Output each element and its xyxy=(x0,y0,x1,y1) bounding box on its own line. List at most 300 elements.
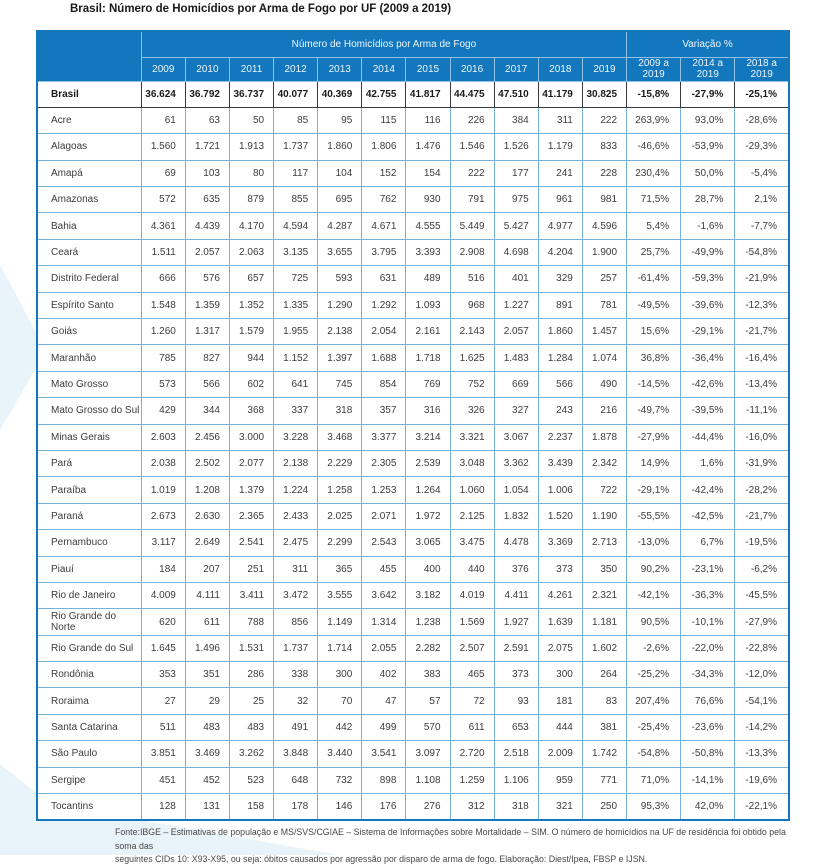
variation-value-cell: 50,0% xyxy=(681,160,735,186)
table-row xyxy=(37,530,789,556)
homicide-value-cell: 1.639 xyxy=(538,609,582,635)
homicide-value-cell: 3.369 xyxy=(538,530,582,556)
homicide-value-cell: 276 xyxy=(406,794,450,820)
table-row xyxy=(37,450,789,476)
homicide-value-cell: 4.111 xyxy=(185,582,229,608)
variation-value-cell: -12,3% xyxy=(735,292,789,318)
year-column-header: 2014 xyxy=(362,57,406,81)
homicide-value-cell: 312 xyxy=(450,794,494,820)
homicide-value-cell: 1.476 xyxy=(406,134,450,160)
variation-value-cell: -46,6% xyxy=(627,134,681,160)
variation-value-cell: 2,1% xyxy=(735,187,789,213)
table-row xyxy=(37,187,789,213)
homicide-value-cell: 573 xyxy=(141,371,185,397)
uf-name-cell: Acre xyxy=(37,107,141,133)
homicide-value-cell: 4.411 xyxy=(494,582,538,608)
homicide-value-cell: 771 xyxy=(582,767,626,793)
uf-name-cell: Distrito Federal xyxy=(37,266,141,292)
homicide-value-cell: 1.108 xyxy=(406,767,450,793)
homicide-value-cell: 47 xyxy=(362,688,406,714)
homicide-value-cell: 827 xyxy=(185,345,229,371)
uf-name-cell: Rondônia xyxy=(37,662,141,688)
variation-value-cell: -29,3% xyxy=(735,134,789,160)
variation-value-cell: -28,2% xyxy=(735,477,789,503)
homicide-value-cell: 61 xyxy=(141,107,185,133)
table-row xyxy=(37,635,789,661)
homicide-value-cell: 1.335 xyxy=(274,292,318,318)
variation-value-cell: 42,0% xyxy=(681,794,735,820)
variation-value-cell: -13,4% xyxy=(735,371,789,397)
homicide-value-cell: 725 xyxy=(274,266,318,292)
homicide-value-cell: 243 xyxy=(538,398,582,424)
homicide-value-cell: 959 xyxy=(538,767,582,793)
homicide-value-cell: 2.054 xyxy=(362,319,406,345)
homicide-value-cell: 2.282 xyxy=(406,635,450,661)
uf-name-cell: Amazonas xyxy=(37,187,141,213)
homicide-value-cell: 657 xyxy=(229,266,273,292)
homicide-value-cell: 300 xyxy=(538,662,582,688)
homicide-value-cell: 57 xyxy=(406,688,450,714)
homicide-value-cell: 384 xyxy=(494,107,538,133)
homicide-value-cell: 128 xyxy=(141,794,185,820)
homicide-value-cell: 178 xyxy=(274,794,318,820)
homicide-value-cell: 4.009 xyxy=(141,582,185,608)
homicide-value-cell: 1.457 xyxy=(582,319,626,345)
homicide-value-cell: 93 xyxy=(494,688,538,714)
table-row xyxy=(37,767,789,793)
homicide-value-cell: 769 xyxy=(406,371,450,397)
homicide-value-cell: 1.560 xyxy=(141,134,185,160)
homicide-value-cell: 83 xyxy=(582,688,626,714)
homicide-value-cell: 1.253 xyxy=(362,477,406,503)
homicide-value-cell: 337 xyxy=(274,398,318,424)
variation-value-cell: 76,6% xyxy=(681,688,735,714)
homicide-value-cell: 653 xyxy=(494,714,538,740)
variation-value-cell: -49,7% xyxy=(627,398,681,424)
homicide-value-cell: 3.475 xyxy=(450,530,494,556)
homicide-value-cell: 1.721 xyxy=(185,134,229,160)
homicide-value-cell: 152 xyxy=(362,160,406,186)
uf-name-cell: Pernambuco xyxy=(37,530,141,556)
homicide-value-cell: 2.543 xyxy=(362,530,406,556)
homicide-value-cell: 3.851 xyxy=(141,741,185,767)
homicide-value-cell: 762 xyxy=(362,187,406,213)
homicide-value-cell: 27 xyxy=(141,688,185,714)
variation-value-cell: 90,2% xyxy=(627,556,681,582)
homicide-value-cell: 4.555 xyxy=(406,213,450,239)
variation-value-cell: 15,6% xyxy=(627,319,681,345)
homicide-value-cell: 516 xyxy=(450,266,494,292)
homicide-value-cell: 2.673 xyxy=(141,503,185,529)
homicide-value-cell: 327 xyxy=(494,398,538,424)
variation-value-cell: -1,6% xyxy=(681,213,735,239)
homicide-value-cell: 177 xyxy=(494,160,538,186)
variation-value-cell: -27,9% xyxy=(681,81,735,107)
uf-name-cell: Brasil xyxy=(37,81,141,107)
homicide-value-cell: 1.806 xyxy=(362,134,406,160)
homicide-value-cell: 207 xyxy=(185,556,229,582)
homicide-value-cell: 376 xyxy=(494,556,538,582)
uf-name-cell: Sergipe xyxy=(37,767,141,793)
homicide-value-cell: 4.261 xyxy=(538,582,582,608)
table-row xyxy=(37,239,789,265)
homicide-value-cell: 1.900 xyxy=(582,239,626,265)
homicide-value-cell: 1.913 xyxy=(229,134,273,160)
year-column-header: 2018 xyxy=(538,57,582,81)
variation-value-cell: 1,6% xyxy=(681,450,735,476)
homicide-value-cell: 2.075 xyxy=(538,635,582,661)
homicide-value-cell: 2.063 xyxy=(229,239,273,265)
homicide-value-cell: 2.518 xyxy=(494,741,538,767)
variation-value-cell: 28,7% xyxy=(681,187,735,213)
variation-value-cell: -14,2% xyxy=(735,714,789,740)
homicide-value-cell: 566 xyxy=(538,371,582,397)
variation-value-cell: -22,8% xyxy=(735,635,789,661)
year-column-header: 2010 xyxy=(185,57,229,81)
homicide-value-cell: 635 xyxy=(185,187,229,213)
homicide-value-cell: 357 xyxy=(362,398,406,424)
variation-value-cell: -44,4% xyxy=(681,424,735,450)
homicide-value-cell: 36.792 xyxy=(185,81,229,107)
homicide-value-cell: 2.138 xyxy=(274,450,318,476)
homicide-value-cell: 981 xyxy=(582,187,626,213)
homicide-value-cell: 3.642 xyxy=(362,582,406,608)
table-row xyxy=(37,266,789,292)
variation-value-cell: -50,8% xyxy=(681,741,735,767)
homicide-value-cell: 2.630 xyxy=(185,503,229,529)
homicide-value-cell: 611 xyxy=(450,714,494,740)
variation-value-cell: -54,8% xyxy=(735,239,789,265)
homicide-value-cell: 1.548 xyxy=(141,292,185,318)
homicide-value-cell: 3.848 xyxy=(274,741,318,767)
homicide-value-cell: 1.645 xyxy=(141,635,185,661)
homicide-value-cell: 4.698 xyxy=(494,239,538,265)
homicide-value-cell: 2.649 xyxy=(185,530,229,556)
homicide-value-cell: 523 xyxy=(229,767,273,793)
homicide-value-cell: 593 xyxy=(318,266,362,292)
uf-name-cell: Alagoas xyxy=(37,134,141,160)
homicide-value-cell: 2.433 xyxy=(274,503,318,529)
table-row xyxy=(37,292,789,318)
variation-value-cell: -16,0% xyxy=(735,424,789,450)
homicide-value-cell: 3.182 xyxy=(406,582,450,608)
homicide-value-cell: 1.496 xyxy=(185,635,229,661)
homicide-value-cell: 788 xyxy=(229,609,273,635)
homicide-value-cell: 3.440 xyxy=(318,741,362,767)
variation-value-cell: -22,0% xyxy=(681,635,735,661)
variation-value-cell: -39,6% xyxy=(681,292,735,318)
homicide-value-cell: 1.093 xyxy=(406,292,450,318)
variation-value-cell: -27,9% xyxy=(735,609,789,635)
homicide-value-cell: 3.541 xyxy=(362,741,406,767)
homicide-value-cell: 879 xyxy=(229,187,273,213)
homicide-value-cell: 373 xyxy=(538,556,582,582)
variation-value-cell: 263,9% xyxy=(627,107,681,133)
homicide-value-cell: 32 xyxy=(274,688,318,714)
variation-value-cell: -27,9% xyxy=(627,424,681,450)
homicide-value-cell: 216 xyxy=(582,398,626,424)
group-header-homicides: Número de Homicídios por Arma de Fogo xyxy=(141,31,626,57)
homicide-value-cell: 1.190 xyxy=(582,503,626,529)
homicide-value-cell: 620 xyxy=(141,609,185,635)
homicide-value-cell: 47.510 xyxy=(494,81,538,107)
homicide-value-cell: 2.057 xyxy=(494,319,538,345)
variation-value-cell: 6,7% xyxy=(681,530,735,556)
homicide-value-cell: 3.555 xyxy=(318,582,362,608)
homicide-value-cell: 2.009 xyxy=(538,741,582,767)
homicide-value-cell: 669 xyxy=(494,371,538,397)
homicide-value-cell: 4.361 xyxy=(141,213,185,239)
homicide-value-cell: 1.179 xyxy=(538,134,582,160)
homicide-value-cell: 2.502 xyxy=(185,450,229,476)
variation-value-cell: -39,5% xyxy=(681,398,735,424)
homicide-value-cell: 63 xyxy=(185,107,229,133)
uf-name-cell: Mato Grosso xyxy=(37,371,141,397)
homicide-value-cell: 3.135 xyxy=(274,239,318,265)
homicide-value-cell: 1.520 xyxy=(538,503,582,529)
homicide-value-cell: 3.393 xyxy=(406,239,450,265)
homicide-value-cell: 383 xyxy=(406,662,450,688)
homicide-value-cell: 1.314 xyxy=(362,609,406,635)
homicide-value-cell: 1.152 xyxy=(274,345,318,371)
variation-value-cell: -10,1% xyxy=(681,609,735,635)
variation-value-cell: -2,6% xyxy=(627,635,681,661)
homicide-value-cell: 1.352 xyxy=(229,292,273,318)
table-row xyxy=(37,477,789,503)
homicide-value-cell: 1.955 xyxy=(274,319,318,345)
uf-name-cell: Amapá xyxy=(37,160,141,186)
homicide-value-cell: 2.299 xyxy=(318,530,362,556)
table-row xyxy=(37,503,789,529)
homicide-value-cell: 2.077 xyxy=(229,450,273,476)
variation-value-cell: -21,7% xyxy=(735,503,789,529)
variation-value-cell: -31,9% xyxy=(735,450,789,476)
homicide-value-cell: 329 xyxy=(538,266,582,292)
homicide-value-cell: 452 xyxy=(185,767,229,793)
homicide-value-cell: 576 xyxy=(185,266,229,292)
variation-value-cell: -13,3% xyxy=(735,741,789,767)
year-column-header: 2016 xyxy=(450,57,494,81)
homicide-value-cell: 3.067 xyxy=(494,424,538,450)
homicide-value-cell: 1.317 xyxy=(185,319,229,345)
homicide-value-cell: 1.546 xyxy=(450,134,494,160)
variation-value-cell: -5,4% xyxy=(735,160,789,186)
uf-name-cell: Paraíba xyxy=(37,477,141,503)
variation-value-cell: -19,5% xyxy=(735,530,789,556)
table-row xyxy=(37,398,789,424)
homicide-value-cell: 752 xyxy=(450,371,494,397)
source-note-line2: seguintes CIDs 10: X93-X95, ou seja: óbitos causados por agressão por disparo de arma de fogo. Elaboração: Diest/Ipea, FBSP e IJSN. xyxy=(115,854,648,865)
homicide-value-cell: 442 xyxy=(318,714,362,740)
homicide-value-cell: 944 xyxy=(229,345,273,371)
year-column-header: 2017 xyxy=(494,57,538,81)
homicide-value-cell: 2.321 xyxy=(582,582,626,608)
uf-name-cell: Rio de Janeiro xyxy=(37,582,141,608)
homicide-value-cell: 44.475 xyxy=(450,81,494,107)
homicide-value-cell: 745 xyxy=(318,371,362,397)
uf-name-cell: Rio Grande do Sul xyxy=(37,635,141,661)
homicide-value-cell: 321 xyxy=(538,794,582,820)
homicide-value-cell: 1.927 xyxy=(494,609,538,635)
homicide-value-cell: 440 xyxy=(450,556,494,582)
variation-value-cell: 71,5% xyxy=(627,187,681,213)
homicide-value-cell: 80 xyxy=(229,160,273,186)
homicide-value-cell: 1.054 xyxy=(494,477,538,503)
homicide-value-cell: 1.359 xyxy=(185,292,229,318)
homicide-value-cell: 3.411 xyxy=(229,582,273,608)
variation-value-cell: -61,4% xyxy=(627,266,681,292)
variation-value-cell: -36,4% xyxy=(681,345,735,371)
variation-value-cell: -13,0% xyxy=(627,530,681,556)
homicide-value-cell: 1.602 xyxy=(582,635,626,661)
table-row xyxy=(37,160,789,186)
table-row xyxy=(37,714,789,740)
table-row xyxy=(37,371,789,397)
homicide-value-cell: 1.531 xyxy=(229,635,273,661)
homicide-value-cell: 1.264 xyxy=(406,477,450,503)
homicide-value-cell: 666 xyxy=(141,266,185,292)
homicide-value-cell: 483 xyxy=(229,714,273,740)
homicide-value-cell: 3.228 xyxy=(274,424,318,450)
homicide-value-cell: 402 xyxy=(362,662,406,688)
homicide-value-cell: 1.181 xyxy=(582,609,626,635)
homicide-value-cell: 116 xyxy=(406,107,450,133)
variation-value-cell: -25,2% xyxy=(627,662,681,688)
homicide-value-cell: 311 xyxy=(538,107,582,133)
corner-header-cell xyxy=(37,31,141,81)
homicide-value-cell: 176 xyxy=(362,794,406,820)
homicide-value-cell: 316 xyxy=(406,398,450,424)
variation-value-cell: -11,1% xyxy=(735,398,789,424)
homicide-value-cell: 3.795 xyxy=(362,239,406,265)
homicide-value-cell: 444 xyxy=(538,714,582,740)
homicide-value-cell: 104 xyxy=(318,160,362,186)
homicide-value-cell: 3.048 xyxy=(450,450,494,476)
variation-value-cell: -53,9% xyxy=(681,134,735,160)
homicide-value-cell: 228 xyxy=(582,160,626,186)
homicide-value-cell: 2.161 xyxy=(406,319,450,345)
homicide-value-cell: 222 xyxy=(450,160,494,186)
homicide-value-cell: 351 xyxy=(185,662,229,688)
homicide-value-cell: 2.603 xyxy=(141,424,185,450)
variation-value-cell: -16,4% xyxy=(735,345,789,371)
year-column-header: 2011 xyxy=(229,57,273,81)
homicide-value-cell: 1.742 xyxy=(582,741,626,767)
homicide-value-cell: 1.074 xyxy=(582,345,626,371)
homicide-value-cell: 3.321 xyxy=(450,424,494,450)
variation-value-cell: -19,6% xyxy=(735,767,789,793)
homicide-value-cell: 1.737 xyxy=(274,134,318,160)
page-title: Brasil: Número de Homicídios por Arma de Fogo por UF (2009 a 2019) xyxy=(70,3,452,15)
variation-value-cell: -23,1% xyxy=(681,556,735,582)
variation-value-cell: -45,5% xyxy=(735,582,789,608)
homicide-value-cell: 3.362 xyxy=(494,450,538,476)
variation-value-cell: -22,1% xyxy=(735,794,789,820)
homicide-value-cell: 2.138 xyxy=(318,319,362,345)
homicide-value-cell: 40.077 xyxy=(274,81,318,107)
homicide-value-cell: 1.688 xyxy=(362,345,406,371)
homicide-value-cell: 5.427 xyxy=(494,213,538,239)
homicide-value-cell: 241 xyxy=(538,160,582,186)
year-column-header: 2013 xyxy=(318,57,362,81)
homicide-value-cell: 695 xyxy=(318,187,362,213)
homicide-value-cell: 451 xyxy=(141,767,185,793)
homicide-value-cell: 4.287 xyxy=(318,213,362,239)
homicide-value-cell: 489 xyxy=(406,266,450,292)
homicide-value-cell: 3.469 xyxy=(185,741,229,767)
variation-value-cell: -6,2% xyxy=(735,556,789,582)
homicide-value-cell: 30.825 xyxy=(582,81,626,107)
homicide-value-cell: 833 xyxy=(582,134,626,160)
variation-value-cell: -21,9% xyxy=(735,266,789,292)
homicide-value-cell: 158 xyxy=(229,794,273,820)
homicide-value-cell: 3.065 xyxy=(406,530,450,556)
homicide-value-cell: 181 xyxy=(538,688,582,714)
homicide-value-cell: 2.456 xyxy=(185,424,229,450)
variation-value-cell: 14,9% xyxy=(627,450,681,476)
table-row xyxy=(37,424,789,450)
homicide-value-cell: 70 xyxy=(318,688,362,714)
homicide-value-cell: 1.292 xyxy=(362,292,406,318)
homicide-value-cell: 1.208 xyxy=(185,477,229,503)
homicide-value-cell: 1.227 xyxy=(494,292,538,318)
homicide-value-cell: 257 xyxy=(582,266,626,292)
homicide-value-cell: 3.262 xyxy=(229,741,273,767)
variation-value-cell: -59,3% xyxy=(681,266,735,292)
homicide-value-cell: 2.475 xyxy=(274,530,318,556)
homicide-value-cell: 365 xyxy=(318,556,362,582)
homicide-value-cell: 42.755 xyxy=(362,81,406,107)
homicides-by-firearm-table xyxy=(36,30,790,821)
table-row xyxy=(37,134,789,160)
homicide-value-cell: 631 xyxy=(362,266,406,292)
homicide-value-cell: 146 xyxy=(318,794,362,820)
uf-name-cell: Mato Grosso do Sul xyxy=(37,398,141,424)
homicide-value-cell: 1.260 xyxy=(141,319,185,345)
table-row xyxy=(37,794,789,820)
homicide-value-cell: 1.238 xyxy=(406,609,450,635)
homicide-value-cell: 4.170 xyxy=(229,213,273,239)
homicide-value-cell: 1.060 xyxy=(450,477,494,503)
homicide-value-cell: 856 xyxy=(274,609,318,635)
homicide-value-cell: 1.258 xyxy=(318,477,362,503)
variation-value-cell: -42,4% xyxy=(681,477,735,503)
homicide-value-cell: 184 xyxy=(141,556,185,582)
homicide-value-cell: 4.019 xyxy=(450,582,494,608)
homicide-value-cell: 602 xyxy=(229,371,273,397)
homicide-value-cell: 400 xyxy=(406,556,450,582)
uf-name-cell: Ceará xyxy=(37,239,141,265)
homicide-value-cell: 490 xyxy=(582,371,626,397)
homicide-value-cell: 69 xyxy=(141,160,185,186)
homicide-value-cell: 2.908 xyxy=(450,239,494,265)
uf-name-cell: Espírito Santo xyxy=(37,292,141,318)
homicide-value-cell: 930 xyxy=(406,187,450,213)
homicide-value-cell: 250 xyxy=(582,794,626,820)
homicide-value-cell: 3.468 xyxy=(318,424,362,450)
homicide-value-cell: 3.214 xyxy=(406,424,450,450)
homicide-value-cell: 1.718 xyxy=(406,345,450,371)
homicide-value-cell: 2.025 xyxy=(318,503,362,529)
homicide-value-cell: 29 xyxy=(185,688,229,714)
table-row xyxy=(37,213,789,239)
variation-value-cell: -42,5% xyxy=(681,503,735,529)
homicide-value-cell: 2.713 xyxy=(582,530,626,556)
homicide-value-cell: 3.655 xyxy=(318,239,362,265)
variation-value-cell: -28,6% xyxy=(735,107,789,133)
homicide-value-cell: 85 xyxy=(274,107,318,133)
homicide-value-cell: 381 xyxy=(582,714,626,740)
